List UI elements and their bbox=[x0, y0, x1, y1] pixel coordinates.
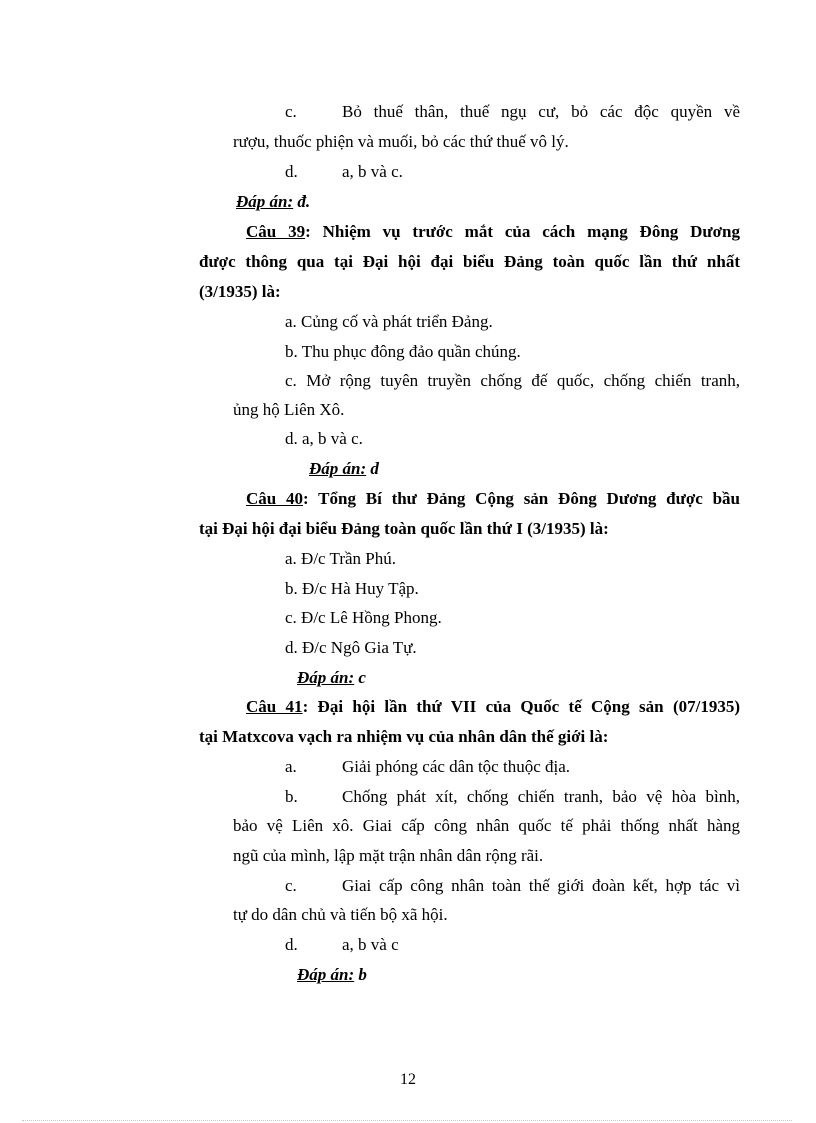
q39-question-line2: được thông qua tại Đại hội đại biểu Đảng toàn quốc lần thứ nhất bbox=[199, 252, 740, 271]
q39-number: Câu 39 bbox=[246, 222, 306, 241]
q41-option-b-label: b. bbox=[285, 787, 298, 806]
q41-option-c-line1: Giai cấp công nhân toàn thế giới đoàn kết, hợp tác vì bbox=[342, 876, 740, 895]
q41-answer-value: b bbox=[358, 965, 367, 984]
q41-option-c-label: c. bbox=[285, 876, 297, 895]
q41-option-b-line3: ngũ của mình, lập mặt trận nhân dân rộng rãi. bbox=[233, 846, 544, 865]
q41-option-b-line2: bảo vệ Liên xô. Giai cấp công nhân quốc tế phải thống nhất hàng bbox=[233, 816, 740, 835]
q39-answer-value: d bbox=[370, 459, 379, 478]
q41-option-c-line2: tự do dân chủ và tiến bộ xã hội. bbox=[233, 905, 448, 924]
q38-answer-label: Đáp án: bbox=[236, 192, 294, 211]
q39-answer-label: Đáp án: bbox=[309, 459, 367, 478]
q40-option-a: a. Đ/c Trần Phú. bbox=[285, 549, 396, 568]
q39-question-line1: Câu 39: Nhiệm vụ trước mắt của cách mạng Đông Dương bbox=[246, 222, 740, 241]
q41-question-line1: Câu 41: Đại hội lần thứ VII của Quốc tế Cộng sản (07/1935) bbox=[246, 697, 740, 716]
q41-option-d-text: a, b và c bbox=[342, 935, 399, 954]
q41-answer bbox=[297, 964, 367, 986]
q41-option-a-text: Giải phóng các dân tộc thuộc địa. bbox=[342, 757, 571, 776]
q39-answer bbox=[309, 458, 379, 480]
q40-answer bbox=[297, 667, 366, 689]
q41-answer-label: Đáp án: bbox=[297, 965, 355, 984]
q38-answer bbox=[236, 191, 310, 213]
q38-option-c-text1: Bỏ thuế thân, thuế ngụ cư, bỏ các độc quyền về bbox=[342, 102, 740, 121]
q39-option-c-line2: ủng hộ Liên Xô. bbox=[233, 400, 345, 419]
q39-question-line3: (3/1935) là: bbox=[199, 282, 281, 301]
q38-option-d-label: d. bbox=[285, 162, 298, 181]
q40-answer-label: Đáp án: bbox=[297, 668, 355, 687]
q41-option-d-label: d. bbox=[285, 935, 298, 954]
q39-option-d: d. a, b và c. bbox=[285, 429, 363, 448]
q39-option-b: b. Thu phục đông đảo quần chúng. bbox=[285, 342, 521, 361]
q38-option-c-line2: rượu, thuốc phiện và muối, bỏ các thứ thuế vô lý. bbox=[233, 132, 569, 151]
q41-option-b-line1: Chống phát xít, chống chiến tranh, bảo vệ hòa bình, bbox=[342, 787, 740, 806]
q38-answer-value: đ. bbox=[297, 192, 311, 211]
q38-option-d-text: a, b và c. bbox=[342, 162, 403, 181]
q39-option-a: a. Củng cố và phát triển Đảng. bbox=[285, 312, 493, 331]
q40-answer-value: c bbox=[358, 668, 366, 687]
page-number: 12 bbox=[400, 1071, 416, 1088]
q40-option-d: d. Đ/c Ngô Gia Tự. bbox=[285, 638, 417, 657]
q40-option-b: b. Đ/c Hà Huy Tập. bbox=[285, 579, 419, 598]
q40-question-line1: Câu 40: Tổng Bí thư Đảng Cộng sản Đông Dương được bầu bbox=[246, 489, 740, 508]
q41-question-line2: tại Matxcova vạch ra nhiệm vụ của nhân dân thế giới là: bbox=[199, 727, 609, 746]
q41-number: Câu 41 bbox=[246, 697, 303, 716]
q41-option-a-label: a. bbox=[285, 757, 297, 776]
q40-question-line2: tại Đại hội đại biểu Đảng toàn quốc lần thứ I (3/1935) là: bbox=[199, 519, 609, 538]
q40-number: Câu 40 bbox=[246, 489, 304, 508]
q39-option-c-line1: c. Mở rộng tuyên truyền chống đế quốc, chống chiến tranh, bbox=[285, 371, 740, 390]
q40-option-c: c. Đ/c Lê Hồng Phong. bbox=[285, 608, 442, 627]
q38-option-c-label: c. bbox=[285, 102, 297, 121]
page-bottom-divider bbox=[22, 1120, 792, 1121]
